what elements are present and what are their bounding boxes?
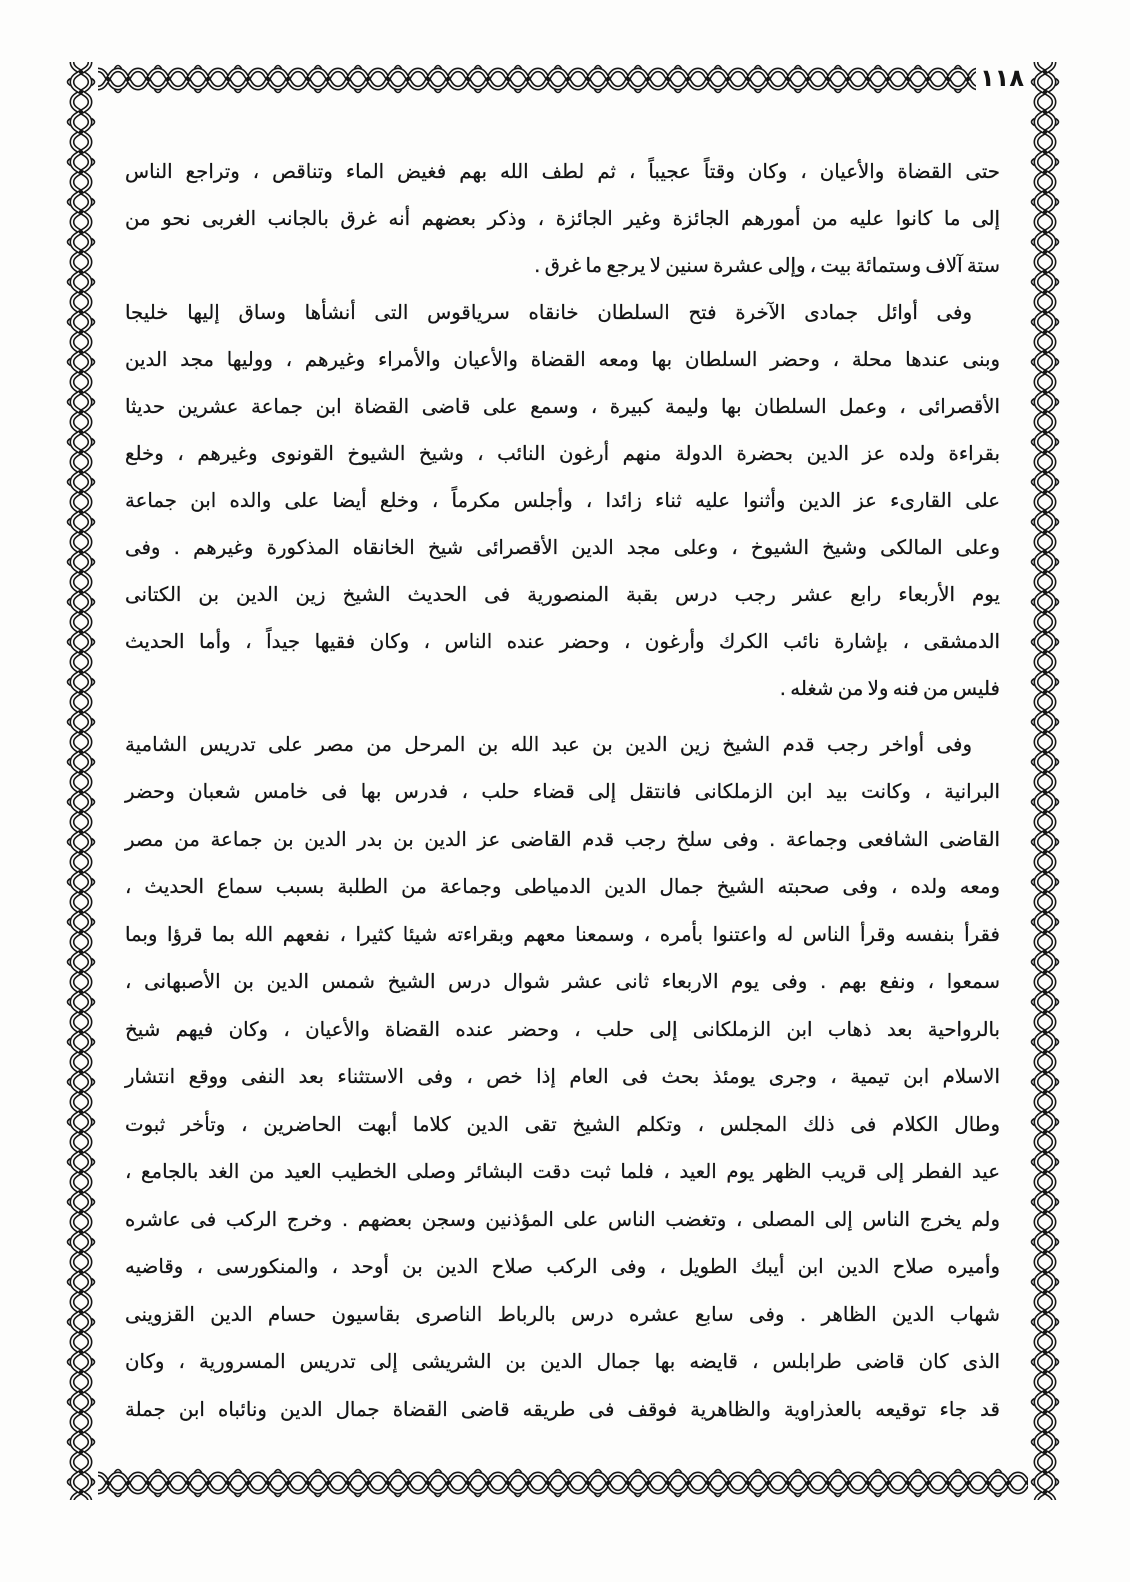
text-line: الدمشقى ، بإشارة نائب الكرك وأرغون ، وحضر عنده الناس ، وكان فقيها جيداً ، وأما الحديث bbox=[125, 630, 1000, 653]
text-line: فليس من فنه ولا من شغله . bbox=[779, 677, 1000, 700]
text-line: ولم يخرج الناس إلى المصلى ، وتغضب الناس على المؤذنين وسجن بعضهم . وخرج الركب فى عاشره bbox=[125, 1208, 1000, 1231]
text-line: ستة آلاف وستمائة بيت ، وإلى عشرة سنين لا يرجع ما غرق . bbox=[534, 254, 1000, 277]
text-line: يوم الأربعاء رابع عشر رجب درس بقبة المنصورية فى الحديث الشيخ زين الدين بن الكتانى bbox=[125, 583, 1000, 606]
text-line: القاضى الشافعى وجماعة . وفى سلخ رجب قدم القاضى عز الدين بن بدر الدين بن جماعة من مصر bbox=[125, 828, 1000, 851]
text-line: شهاب الدين الظاهر . وفى سابع عشره درس بالرباط الناصرى بقاسيون حسام الدين القزوينى bbox=[125, 1303, 1000, 1326]
text-line: على القارىء عز الدين وأثنوا عليه ثناء زائدا ، وأجلس مكرماً ، وخلع أيضا على والده ابن جماعة bbox=[125, 489, 1000, 512]
border-left bbox=[64, 62, 98, 1500]
text-line: وفى أوائل جمادى الآخرة فتح السلطان خانقاه سرياقوس التى أنشأها وساق إليها خليجا bbox=[125, 301, 972, 324]
text-line: وطال الكلام فى ذلك المجلس ، وتكلم الشيخ تقى الدين كلاما أبهت الحاضرين ، وتأخر ثبوت bbox=[125, 1113, 1000, 1136]
text-line: حتى القضاة والأعيان ، وكان وقتاً عجيباً ، ثم لطف الله بهم فغيض الماء وتناقص ، وتراجع الناس bbox=[125, 160, 1000, 183]
page-number: ١١٨ bbox=[980, 64, 1024, 92]
border-right bbox=[1028, 62, 1062, 1500]
text-line: وبنى عندها محلة ، وحضر السلطان بها ومعه القضاة والأعيان والأمراء وغيرهم ، ووليها مجد الدين bbox=[125, 348, 1000, 371]
text-line: البرانية ، وكانت بيد ابن الزملكانى فانتقل إلى قضاء حلب ، فدرس بها فى خامس شعبان وحضر bbox=[125, 780, 1000, 803]
text-line: سمعوا ، ونفع بهم . وفى يوم الاربعاء ثانى عشر شوال درس الشيخ شمس الدين بن الأصبهانى ، bbox=[125, 970, 1000, 993]
text-line: عيد الفطر إلى قريب الظهر يوم العيد ، فلما ثبت دقت البشائر وصلى الخطيب العيد من الغد بالجامع ، bbox=[125, 1160, 1000, 1183]
border-bottom bbox=[98, 1466, 1028, 1500]
text-line: وفى أواخر رجب قدم الشيخ زين الدين بن عبد الله بن المرحل من مصر على تدريس الشامية bbox=[125, 733, 972, 756]
text-line: الذى كان قاضى طرابلس ، قايضه بها جمال الدين بن الشريشى إلى تدريس المسرورية ، وكان bbox=[125, 1350, 1000, 1373]
text-line: ومعه ولده ، وفى صحبته الشيخ جمال الدين الدمياطى وجماعة من الطلبة بسبب سماع الحديث ، bbox=[125, 875, 1000, 898]
text-line: وعلى المالكى وشيخ الشيوخ ، وعلى مجد الدين الأقصرائى شيخ الخانقاه المذكورة وغيرهم . وفى bbox=[125, 536, 1000, 559]
text-line: فقرأ بنفسه وقرأ الناس له واعتنوا بأمره ، وسمعنا معهم وبقراءته شيئا كثيرا ، نفعهم الله بما قرؤا وبما bbox=[125, 923, 1000, 946]
text-line: بالرواحية بعد ذهاب ابن الزملكانى إلى حلب ، وحضر عنده القضاة والأعيان ، وكان فيهم شيخ bbox=[125, 1018, 1000, 1041]
text-line: الأقصرائى ، وعمل السلطان بها وليمة كبيرة ، وسمع على قاضى القضاة ابن جماعة عشرين حديثا bbox=[125, 395, 1000, 418]
border-top bbox=[98, 62, 976, 96]
text-line: قد جاء توقيعه بالعذراوية والظاهرية فوقف فى طريقه قاضى القضاة جمال الدين ونائباه ابن جملة bbox=[125, 1398, 1000, 1421]
text-line: بقراءة ولده عز الدين بحضرة الدولة منهم أرغون النائب ، وشيخ الشيوخ القونوى وغيرهم ، وخلع bbox=[125, 442, 1000, 465]
text-line: إلى ما كانوا عليه من أمورهم الجائزة وغير الجائزة ، وذكر بعضهم أنه غرق بالجانب الغربى نحو من bbox=[125, 207, 1000, 230]
text-line: الاسلام ابن تيمية ، وجرى يومئذ بحث فى العام إذا خص ، وفى الاستثناء بعد النفى ووقع انتشار bbox=[125, 1065, 1000, 1088]
text-line: وأميره صلاح الدين ابن أيبك الطويل ، وفى الركب صلاح الدين بن أوحد ، والمنكورسى ، وقاضيه bbox=[125, 1255, 1000, 1278]
